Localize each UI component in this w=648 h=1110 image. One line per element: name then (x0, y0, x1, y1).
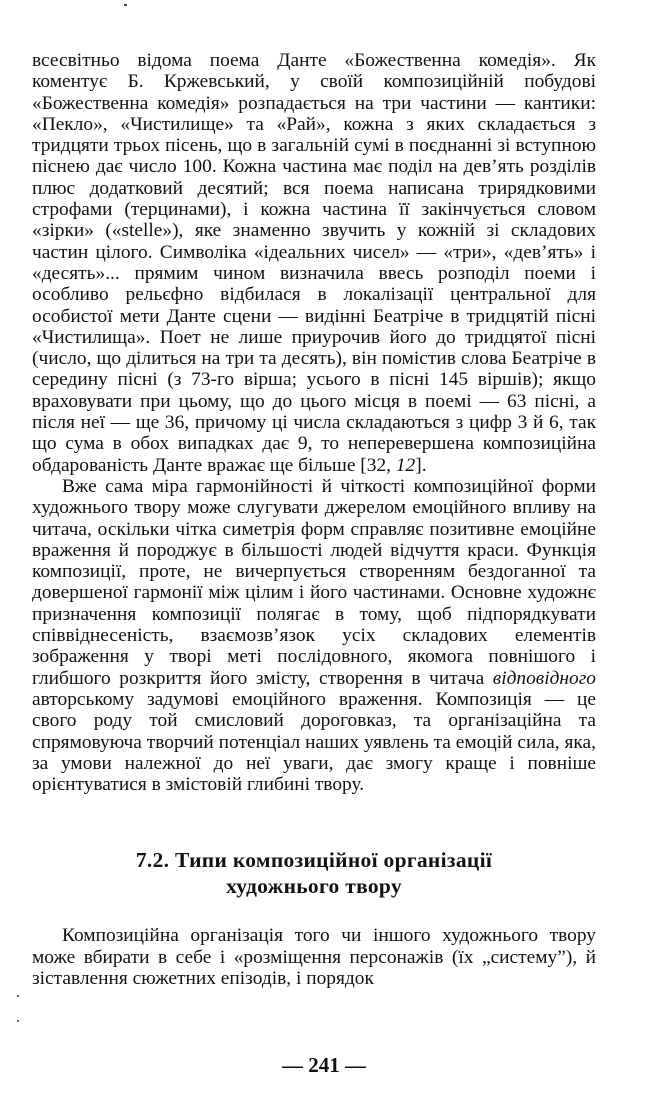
section-heading-line-2: художнього твору (226, 874, 402, 899)
section-heading (32, 847, 596, 899)
citation-close: ]. (415, 454, 427, 476)
paragraph-dante-composition (32, 50, 596, 476)
page-body (32, 50, 596, 989)
scan-artifact-dot (17, 1020, 19, 1022)
paragraph-composition-function (32, 476, 596, 795)
scan-artifact-mark (124, 4, 127, 6)
paragraph-text: авторському задумові емоційного враження. Композиція — це свого роду той смисловий дороговказ, та організаційна та спрямовуюча творчий потенціал наших уявлень та емоцій сила, яка, за умови належної до неї уваги, дає змогу краще і повніше орієнтуватися в змістовій глибині твору. (32, 688, 596, 796)
scan-artifact-dot (17, 995, 19, 997)
paragraph-composition-types (32, 925, 596, 989)
paragraph-text: Композиційна організація того чи іншого художнього твору може вбирати в себе і «розміщення персонажів (їх „систему”), й зіставлення сюжетних епізодів, і порядок (32, 925, 596, 989)
page-number: — 241 — (282, 1053, 366, 1077)
paragraph-text: всесвітньо відома поема Данте «Божественна комедія». Як коментує Б. Кржевський, у своїй композиційній побудові «Божественна комедія» розпадається на три частини — кантики: «Пекло», «Чистилище» та «Рай», кожна з яких складається з тридцяти трьох пісень, що в загальній сумі в поєднанні зі вступною піснею дає число 100. Кожна частина має поділ на дев’ять розділів плюс додатковий десятий; вся поема написана трирядковими строфами (терцинами), і кожна частина її закінчується словом «зірки» («stelle»), яке знаменно звучить у кожній зі складових частин цілого. Символіка «ідеальних чисел» — «три», «дев’ять» і «десять»... прямим чином визначила ввесь розподіл поеми і особливо рельєфно відбилася в локалізації центральної для особистої мети Данте сцени — видінні Беатріче в тридцятій пісні «Чистилища». Поет не лише приурочив його до тридцятої пісні (число, що ділиться на три та десять), він помістив слова Беатріче в середину пісні (з 73-го вірша; усього в пісні 145 віршів); якщо враховувати при цьому, що до цього місця в поемі — 63 пісні, а після неї — ще 36, причому ці числа складаються з цифр 3 й 6, так що сума в обох випадках дає 9, то неперевершена композиційна обдарованість Данте вражає ще більше [32, (32, 50, 596, 476)
section-heading-line-1: 7.2. Типи композиційної організації (135, 848, 493, 873)
citation-page-italic: 12 (395, 454, 416, 476)
paragraph-text: Вже сама міра гармонійності й чіткості композиційної форми художнього твору може слугувати джерелом емоційного впливу на читача, оскільки чітка симетрія форм справляє позитивне емоційне враження й породжує в більшості людей відчуття краси. Функція композиції, проте, не вичерпується створенням бездоганної та довершеної гармонії між цілим і його частинами. Основне художнє призначення композиції полягає в тому, щоб підпорядкувати співвіднесеність, взаємозв’язок усіх складових елементів зображення у творі меті послідовного, якомога повнішого і глибшого розкриття його змісту, створення в читача (32, 475, 596, 689)
emphasis-italic: відповідного (492, 667, 596, 689)
